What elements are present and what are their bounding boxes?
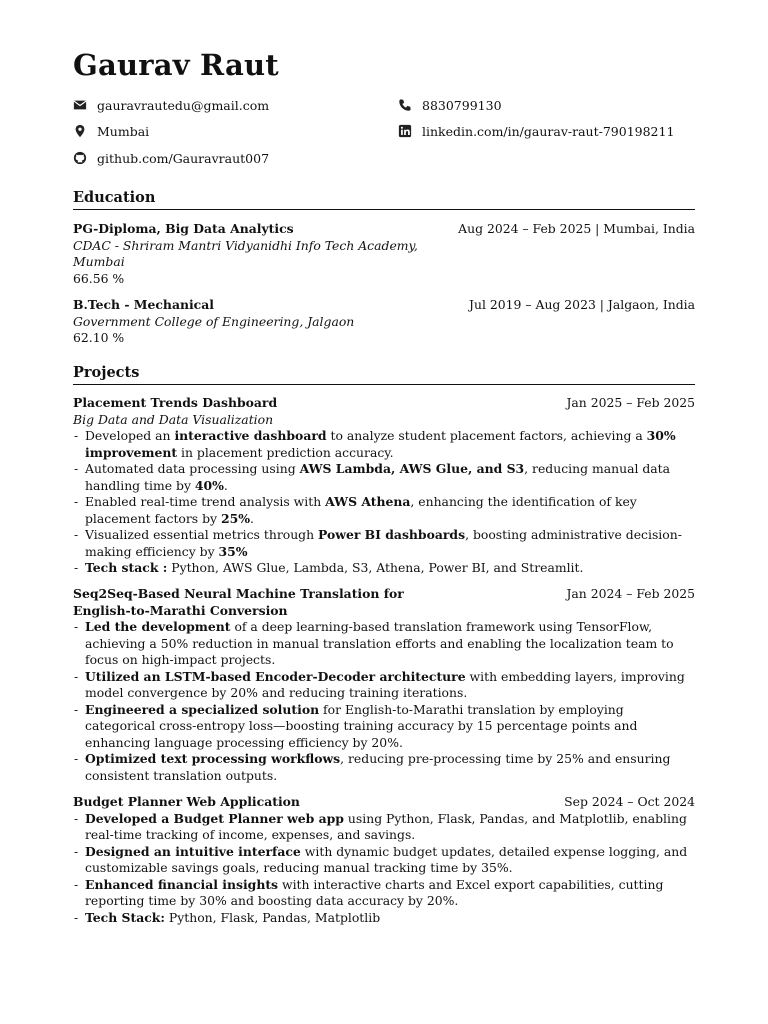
project-bullets bbox=[73, 619, 695, 784]
education-dates: Jul 2019 – Aug 2023 | Jalgaon, India bbox=[469, 297, 695, 312]
candidate-name: Gaurav Raut bbox=[73, 48, 279, 82]
project-budget-planner bbox=[73, 794, 695, 926]
list-item: - Tech stack : Python, AWS Glue, Lambda, S3, Athena, Power BI, and Streamlit. bbox=[73, 560, 695, 577]
phone-icon bbox=[398, 98, 412, 112]
education-dates: Aug 2024 – Feb 2025 | Mumbai, India bbox=[458, 221, 695, 236]
degree-title: PG-Diploma, Big Data Analytics bbox=[73, 221, 294, 236]
project-dates: Jan 2024 – Feb 2025 bbox=[566, 586, 695, 601]
linkedin-text: linkedin.com/in/gaurav-raut-790198211 bbox=[422, 123, 675, 139]
list-item: - Enabled real-time trend analysis with AWS Athena, enhancing the identification of key placement factors by 25%. bbox=[73, 494, 695, 527]
institution-name: CDAC - Shriram Mantri Vidyanidhi Info Tech Academy, bbox=[73, 237, 418, 253]
project-title: Placement Trends Dashboard bbox=[73, 395, 278, 410]
project-bullets bbox=[73, 811, 695, 927]
education-header-row bbox=[73, 297, 695, 314]
contact-email[interactable] bbox=[73, 96, 269, 114]
education-entry-btech bbox=[73, 297, 695, 347]
list-item: - Designed an intuitive interface with dynamic budget updates, detailed expense logging, and customizable savings goals, reducing manual tracking time by 35%. bbox=[73, 844, 695, 877]
project-subtitle: Big Data and Data Visualization bbox=[73, 411, 274, 427]
contact-location bbox=[73, 122, 149, 140]
list-item: - Utilized an LSTM-based Encoder-Decoder architecture with embedding layers, improving model convergence by 20% and reducing training iterations. bbox=[73, 669, 695, 702]
institution-name-cont: Mumbai bbox=[73, 254, 125, 269]
project-header-row bbox=[73, 395, 695, 412]
contact-github[interactable] bbox=[73, 149, 269, 167]
list-item: - Led the development of a deep learning-based translation framework using TensorFlow, achieving a 50% reduction in manual translation efforts and enabling the localization team to focus on high-impact projects. bbox=[73, 619, 695, 669]
list-item: - Automated data processing using AWS Lambda, AWS Glue, and S3, reducing manual data handling time by 40%. bbox=[73, 461, 695, 494]
project-placement-dashboard bbox=[73, 395, 695, 577]
list-item: - Tech Stack: Python, Flask, Pandas, Matplotlib bbox=[73, 910, 695, 927]
project-title: Seq2Seq-Based Neural Machine Translation for bbox=[73, 586, 404, 601]
envelope-icon bbox=[73, 98, 87, 112]
list-item: - Optimized text processing workflows, reducing pre-processing time by 25% and ensuring consistent translation outputs. bbox=[73, 751, 695, 784]
contact-phone[interactable] bbox=[398, 96, 502, 114]
education-section-title: Education bbox=[73, 189, 695, 210]
contact-block bbox=[73, 96, 695, 176]
education-score: 62.10 % bbox=[73, 330, 125, 345]
contact-linkedin[interactable] bbox=[398, 122, 674, 140]
project-title-cont: English-to-Marathi Conversion bbox=[73, 602, 288, 618]
list-item: - Engineered a specialized solution for English-to-Marathi translation by employing categorical cross-entropy loss—boosting training accuracy by 15 percentage points and enhancing language processing efficiency by 20%. bbox=[73, 702, 695, 752]
project-seq2seq-translation bbox=[73, 586, 695, 784]
project-bullets bbox=[73, 428, 695, 577]
phone-text: 8830799130 bbox=[422, 97, 502, 113]
project-header-row bbox=[73, 586, 695, 603]
linkedin-icon bbox=[398, 124, 412, 138]
list-item: - Enhanced financial insights with interactive charts and Excel export capabilities, cutting reporting time by 30% and boosting data accuracy by 20%. bbox=[73, 877, 695, 910]
education-score: 66.56 % bbox=[73, 270, 125, 286]
list-item: - Developed an interactive dashboard to analyze student placement factors, achieving a 30% improvement in placement prediction accuracy. bbox=[73, 428, 695, 461]
project-header-row bbox=[73, 794, 695, 811]
list-item: - Visualized essential metrics through Power BI dashboards, boosting administrative decision-making efficiency by 35% bbox=[73, 527, 695, 560]
project-title: Budget Planner Web Application bbox=[73, 794, 300, 809]
list-item: - Developed a Budget Planner web app using Python, Flask, Pandas, and Matplotlib, enabling real-time tracking of income, expenses, and savings. bbox=[73, 811, 695, 844]
github-icon bbox=[73, 151, 87, 165]
project-dates: Sep 2024 – Oct 2024 bbox=[564, 794, 695, 809]
location-pin-icon bbox=[73, 124, 87, 138]
education-header-row bbox=[73, 221, 695, 238]
email-text: gauravrautedu@gmail.com bbox=[97, 97, 270, 113]
github-text: github.com/Gauravraut007 bbox=[97, 150, 270, 166]
degree-title: B.Tech - Mechanical bbox=[73, 297, 214, 312]
projects-section-title: Projects bbox=[73, 364, 695, 385]
project-dates: Jan 2025 – Feb 2025 bbox=[566, 395, 695, 410]
institution-name: Government College of Engineering, Jalgaon bbox=[73, 313, 355, 329]
education-entry-pg-diploma bbox=[73, 221, 695, 287]
location-text: Mumbai bbox=[97, 123, 150, 139]
